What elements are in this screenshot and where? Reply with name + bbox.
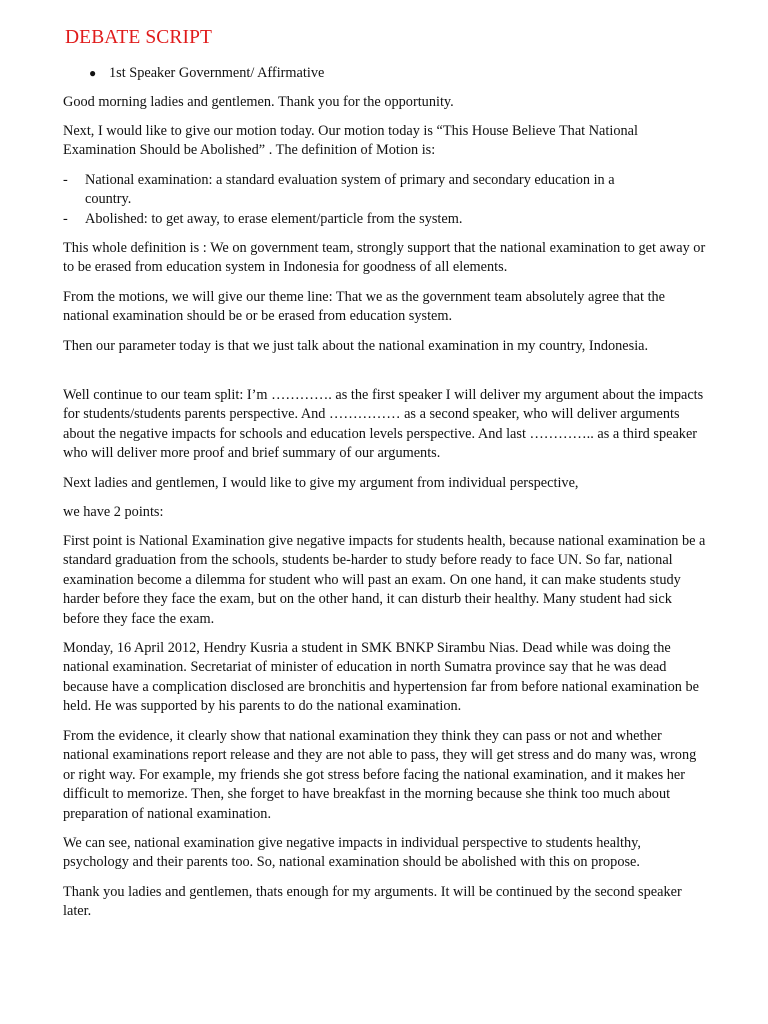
dash-marker: - — [63, 211, 68, 227]
dash-marker: - — [63, 172, 68, 188]
definition-text: Abolished: to get away, to erase element/particle from the system. — [85, 211, 463, 227]
closing-paragraph: Thank you ladies and gentlemen, thats enough for my arguments. It will be continued by the second speaker later. — [63, 884, 682, 920]
definition-text: National examination: a standard evaluation system of primary and secondary education in a country. — [85, 172, 615, 208]
team-split-paragraph: Well continue to our team split: I’m …………. as the first speaker I will deliver my argument about the impacts for students/students parents perspective. And …………… as a second speaker, who will deliver arguments about the negative impacts for schools and education levels perspective. And last ………….. as a third speaker who will deliver more proof and brief summary of our arguments. — [63, 387, 704, 462]
individual-paragraph: Next ladies and gentlemen, I would like to give my argument from individual perspective, — [63, 475, 579, 491]
first-point-paragraph: First point is National Examination give negative impacts for students health, because national examination be a standard graduation from the schools, students be-harder to study before ready to face UN. So far, national examination become a dilemma for student who will past an exam. On one hand, it can make students study harder before they face the exam, but on the other hand, it can disturb their healthy. Many student had sick before they face the exam. — [63, 533, 706, 627]
theme-line-paragraph: From the motions, we will give our theme line: That we as the government team absolutely agree that the national examination should be or be erased from education system. — [63, 289, 666, 325]
points-paragraph: we have 2 points: — [63, 504, 164, 520]
conclusion-paragraph: We can see, national examination give negative impacts in individual perspective to students healthy, psychology and their parents too. So, national examination should be abolished with this on propose. — [63, 835, 641, 871]
motion-paragraph: Next, I would like to give our motion today. Our motion today is “This House Believe That National Examination Should be Abolished” . The definition of Motion is: — [63, 123, 638, 159]
parameter-paragraph: Then our parameter today is that we just talk about the national examination in my country, Indonesia. — [63, 338, 649, 354]
bullet-icon: ● — [89, 66, 97, 80]
whole-definition-paragraph: This whole definition is : We on government team, strongly support that the national examination to get away or to be erased from education system in Indonesia for goodness of all elements. — [63, 240, 706, 276]
from-evidence-paragraph: From the evidence, it clearly show that national examination they think they can pass or not and whether national examinations report release and they are not able to pass, they will get stress and do many was, wrong or right way. For example, my friends she got stress before facing the national examination, and it makes her difficult to memorize. Then, she forget to have breakfast in the morning because she think too much about preparation of national examination. — [63, 728, 697, 822]
greeting-paragraph: Good morning ladies and gentlemen. Thank you for the opportunity. — [63, 94, 454, 110]
document-title: DEBATE SCRIPT — [65, 27, 213, 48]
evidence-case-paragraph: Monday, 16 April 2012, Hendry Kusria a student in SMK BNKP Sirambu Nias. Dead while was doing the national examination. Secretariat of minister of education in north Sumatra province say that he was dead because have a complication disclosed are bronchitis and hypertension far from before national examination be held. He was supported by his parents to do the national examination. — [63, 640, 699, 715]
speaker-role: 1st Speaker Government/ Affirmative — [109, 65, 325, 81]
